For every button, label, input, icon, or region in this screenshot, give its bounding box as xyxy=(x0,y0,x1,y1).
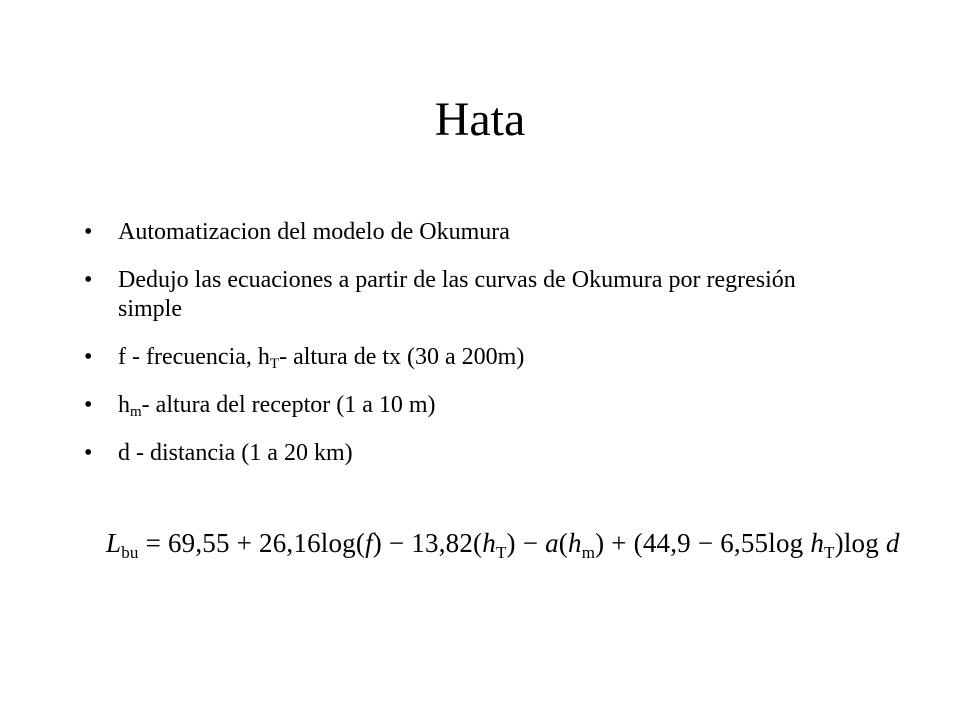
formula-var: f xyxy=(365,528,373,558)
formula-subscript: T xyxy=(824,543,835,562)
bullet-text xyxy=(118,392,436,418)
formula-text: ( xyxy=(558,528,568,558)
bullet-text-part: h xyxy=(118,392,130,418)
bullet-text: Dedujo las ecuaciones a partir de las curvas de Okumura por regresión simple xyxy=(118,267,796,322)
formula-var: h xyxy=(567,528,582,558)
bullet-text: Automatizacion del modelo de Okumura xyxy=(118,219,510,245)
bullet-item xyxy=(84,218,864,247)
bullet-marker: • xyxy=(84,440,93,466)
bullet-text-part: - altura de tx (30 a 200m) xyxy=(279,344,525,370)
formula-var: d xyxy=(885,528,900,558)
formula-var: a xyxy=(545,528,559,558)
bullet-marker: • xyxy=(84,267,93,293)
subscript: m xyxy=(130,404,142,420)
bullet-item xyxy=(84,343,864,372)
slide-title: Hata xyxy=(434,93,526,146)
bullet-item xyxy=(84,391,864,420)
formula-subscript: bu xyxy=(121,543,139,562)
bullet-marker: • xyxy=(84,392,93,418)
formula-text: ) − 13,82( xyxy=(372,528,483,558)
bullet-text-part: f - frecuencia, h xyxy=(118,344,270,370)
formula-subscript: m xyxy=(581,543,596,562)
hata-formula xyxy=(106,528,900,562)
bullet-item xyxy=(84,266,864,324)
bullet-text-part: - altura del receptor (1 a 10 m) xyxy=(141,392,436,418)
bullet-text xyxy=(118,344,524,370)
formula-text: )log xyxy=(834,528,886,558)
formula-text: ) + (44,9 − 6,55log xyxy=(595,528,811,558)
subscript: T xyxy=(269,356,280,372)
formula-text: ) − xyxy=(506,528,546,558)
formula-var: h xyxy=(482,528,496,558)
formula-subscript: T xyxy=(495,543,507,562)
formula-var: L xyxy=(106,528,122,558)
bullet-list xyxy=(84,218,864,487)
bullet-text: d - distancia (1 a 20 km) xyxy=(118,440,353,466)
bullet-marker: • xyxy=(84,219,93,245)
formula-text: = 69,55 + 26,16log( xyxy=(138,528,366,558)
bullet-item xyxy=(84,439,864,468)
formula-var: h xyxy=(810,528,825,558)
bullet-marker: • xyxy=(84,344,93,370)
